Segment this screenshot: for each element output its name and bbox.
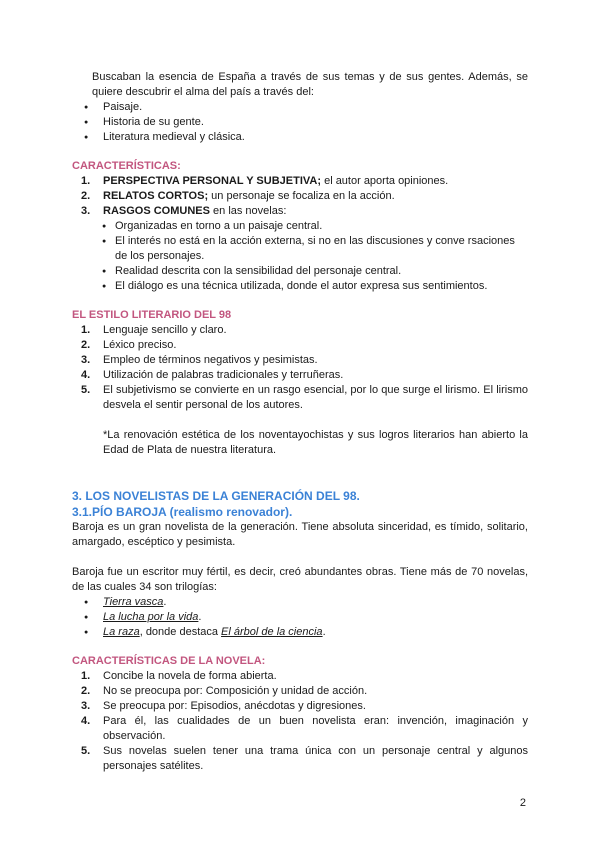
subsection-heading-baroja: 3.1.PÍO BAROJA (realismo renovador). bbox=[72, 505, 293, 519]
list-item: 2. No se preocupa por: Composición y unidad de acción. bbox=[81, 685, 368, 697]
estilo-list bbox=[72, 323, 528, 413]
rasgos-sub-list bbox=[72, 219, 528, 294]
list-item: ● Organizadas en torno a un paisaje central. bbox=[72, 219, 528, 234]
works-list bbox=[72, 595, 528, 640]
list-item: 4. Utilización de palabras tradicionales y terruñeras. bbox=[81, 369, 344, 381]
list-item: ● Historia de su gente. bbox=[72, 115, 528, 130]
list-item: ● El interés no está en la acción externa, si no en las discusiones y conve rsaciones de los personajes. bbox=[72, 234, 528, 264]
list-item: ● La raza, donde destaca El árbol de la ciencia. bbox=[72, 625, 528, 640]
list-item: ● La lucha por la vida. bbox=[72, 610, 528, 625]
list-item: ● El diálogo es una técnica utilizada, donde el autor expresa sus sentimientos. bbox=[72, 279, 528, 294]
work-title: Tierra vasca bbox=[103, 596, 164, 608]
list-item: 3. RASGOS COMUNES en las novelas: bbox=[81, 205, 287, 217]
work-title: La lucha por la vida bbox=[103, 611, 199, 623]
list-item: 2. RELATOS CORTOS; un personaje se focaliza en la acción. bbox=[81, 190, 395, 202]
list-item: ● Realidad descrita con la sensibilidad del personaje central. bbox=[72, 264, 528, 279]
section-heading-estilo: EL ESTILO LITERARIO DEL 98 bbox=[72, 309, 232, 321]
section-heading-novelistas: 3. LOS NOVELISTAS DE LA GENERACIÓN DEL 98. bbox=[72, 489, 360, 503]
list-item: 3. Empleo de términos negativos y pesimistas. bbox=[81, 354, 318, 366]
list-item: ● Paisaje. bbox=[72, 100, 528, 115]
list-item: 1. Lenguaje sencillo y claro. bbox=[81, 324, 227, 336]
list-item: 4. Para él, las cualidades de un buen novelista eran: invención, imaginación y observación. bbox=[81, 715, 528, 742]
list-item: 1. Concibe la novela de forma abierta. bbox=[81, 670, 277, 682]
baroja-paragraph-2: Baroja fue un escritor muy fértil, es decir, creó abundantes obras. Tiene más de 70 novelas, de las cuales 34 son trilogías: bbox=[72, 566, 528, 593]
list-item: ● Literatura medieval y clásica. bbox=[72, 130, 528, 145]
work-title: La raza bbox=[103, 626, 140, 638]
work-title: El árbol de la ciencia bbox=[221, 626, 323, 638]
list-item: 5. Sus novelas suelen tener una trama única con un personaje central y algunos personajes satélites. bbox=[81, 745, 528, 772]
list-item: 5. El subjetivismo se convierte en un rasgo esencial, por lo que surge el lirismo. El lirismo desvela el sentir personal de los autores. bbox=[81, 384, 528, 411]
intro-paragraph: Buscaban la esencia de España a través de sus temas y de sus gentes. Además, se quiere descubrir el alma del país a través del: bbox=[92, 71, 528, 98]
caracteristicas-list bbox=[72, 174, 528, 219]
page-content bbox=[72, 70, 528, 774]
novela-list bbox=[72, 669, 528, 774]
list-item: ● Tierra vasca. bbox=[72, 595, 528, 610]
section-heading-caracteristicas: CARACTERÍSTICAS: bbox=[72, 160, 181, 172]
page-number: 2 bbox=[519, 797, 526, 809]
list-item: 3. Se preocupa por: Episodios, anécdotas y digresiones. bbox=[81, 700, 366, 712]
estilo-note: *La renovación estética de los noventayochistas y sus logros literarios han abierto la Edad de Plata de nuestra literatura. bbox=[103, 429, 528, 456]
intro-bullet-list bbox=[72, 100, 528, 145]
baroja-paragraph-1: Baroja es un gran novelista de la generación. Tiene absoluta sinceridad, es tímido, solitario, amargado, escéptico y pesimista. bbox=[72, 521, 528, 548]
list-item: 1. PERSPECTIVA PERSONAL Y SUBJETIVA; el autor aporta opiniones. bbox=[81, 175, 449, 187]
list-item: 2. Léxico preciso. bbox=[81, 339, 177, 351]
section-heading-novela: CARACTERÍSTICAS DE LA NOVELA: bbox=[72, 655, 266, 667]
